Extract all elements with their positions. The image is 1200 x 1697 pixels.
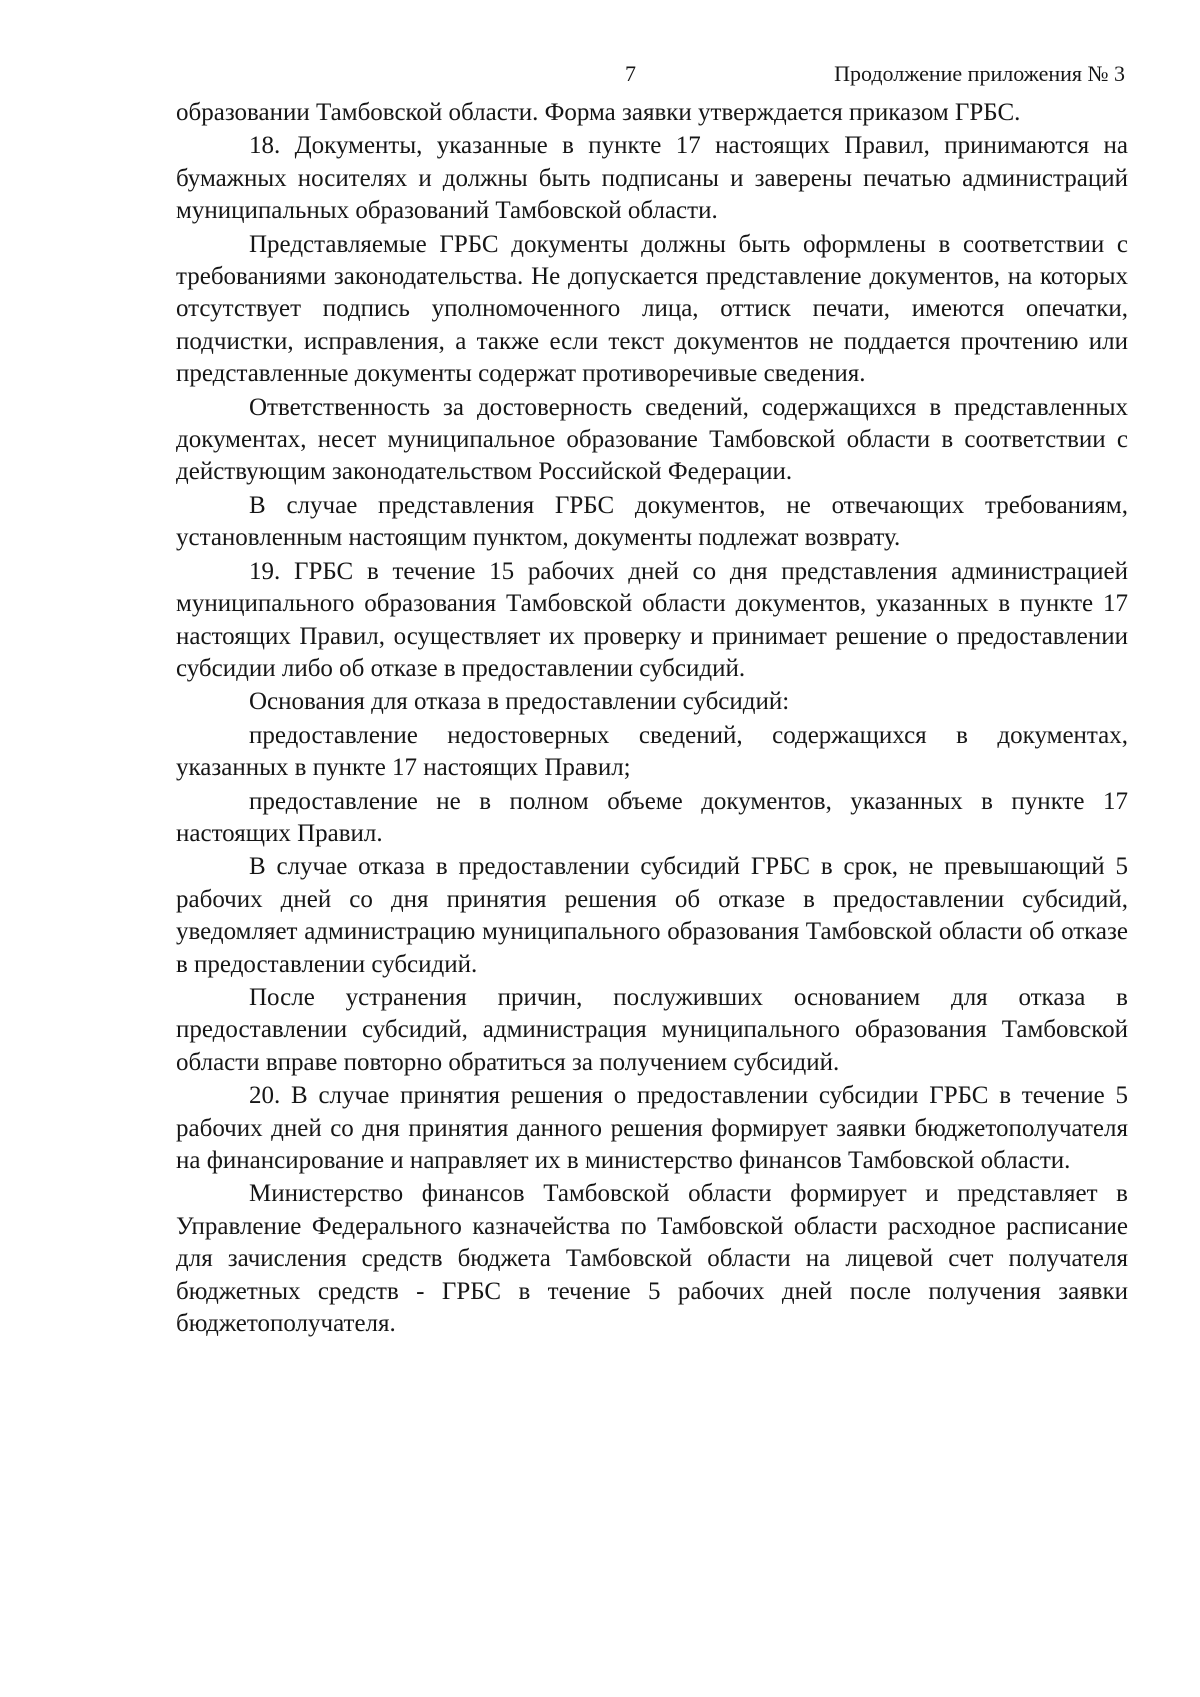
paragraph: Основания для отказа в предоставлении субсидий: bbox=[249, 688, 790, 716]
paragraph: После устранения причин, послуживших основанием для отказа в предоставлении субсидий, администрация муниципального образования Тамбовской области вправе повторно обратиться за получением субсидий. bbox=[176, 983, 1128, 1076]
paragraph: Представляемые ГРБС документы должны быть оформлены в соответствии с требованиями законодательства. Не допускается представление документов, на которых отсутствует подпись уполномоченного лица, оттиск печати, имеются опечатки, подчистки, исправления, а также если текст документов не поддается прочтению или представленные документы содержат противоречивые сведения. bbox=[176, 230, 1128, 388]
paragraph: Ответственность за достоверность сведений, содержащихся в представленных документах, несет муниципальное образование Тамбовской области в соответствии с действующим законодательством Российской Федерации. bbox=[176, 393, 1128, 486]
paragraph: образовании Тамбовской области. Форма заявки утверждается приказом ГРБС. bbox=[176, 99, 1021, 126]
paragraph: В случае представления ГРБС документов, не отвечающих требованиям, установленным настоящим пунктом, документы подлежат возврату. bbox=[176, 491, 1128, 552]
paragraph: В случае отказа в предоставлении субсидий ГРБС в срок, не превышающий 5 рабочих дней со дня принятия решения об отказе в предоставлении субсидий, уведомляет администрацию муниципального образования Тамбовской области об отказе в предоставлении субсидий. bbox=[176, 853, 1128, 978]
paragraph: 19. ГРБС в течение 15 рабочих дней со дня представления администрацией муниципального образования Тамбовской области документов, указанных в пункте 17 настоящих Правил, осуществляет их проверку и принимает решение о предоставлении субсидии либо об отказе в предоставлении субсидий. bbox=[176, 557, 1128, 682]
paragraph: предоставление не в полном объеме документов, указанных в пункте 17 настоящих Правил. bbox=[176, 787, 1128, 847]
paragraph: Министерство финансов Тамбовской области формирует и представляет в Управление Федерального казначейства по Тамбовской области расходное расписание для зачисления средств бюджета Тамбовской области на лицевой счет получателя бюджетных средств - ГРБС в течение 5 рабочих дней после получения заявки бюджетополучателя. bbox=[176, 1180, 1128, 1338]
paragraph: 20. В случае принятия решения о предоставлении субсидии ГРБС в течение 5 рабочих дней со дня принятия данного решения формирует заявки бюджетополучателя на финансирование и направляет их в министерство финансов Тамбовской области. bbox=[176, 1082, 1128, 1174]
paragraph: 18. Документы, указанные в пункте 17 настоящих Правил, принимаются на бумажных носителях и должны быть подписаны и заверены печатью администраций муниципальных образований Тамбовской области. bbox=[176, 132, 1128, 225]
document-body bbox=[176, 97, 1128, 1341]
appendix-continuation-note: Продолжение приложения № 3 bbox=[834, 61, 1125, 86]
paragraph: предоставление недостоверных сведений, содержащихся в документах, указанных в пункте 17 настоящих Правил; bbox=[176, 721, 1128, 782]
page-number: 7 bbox=[625, 61, 636, 86]
